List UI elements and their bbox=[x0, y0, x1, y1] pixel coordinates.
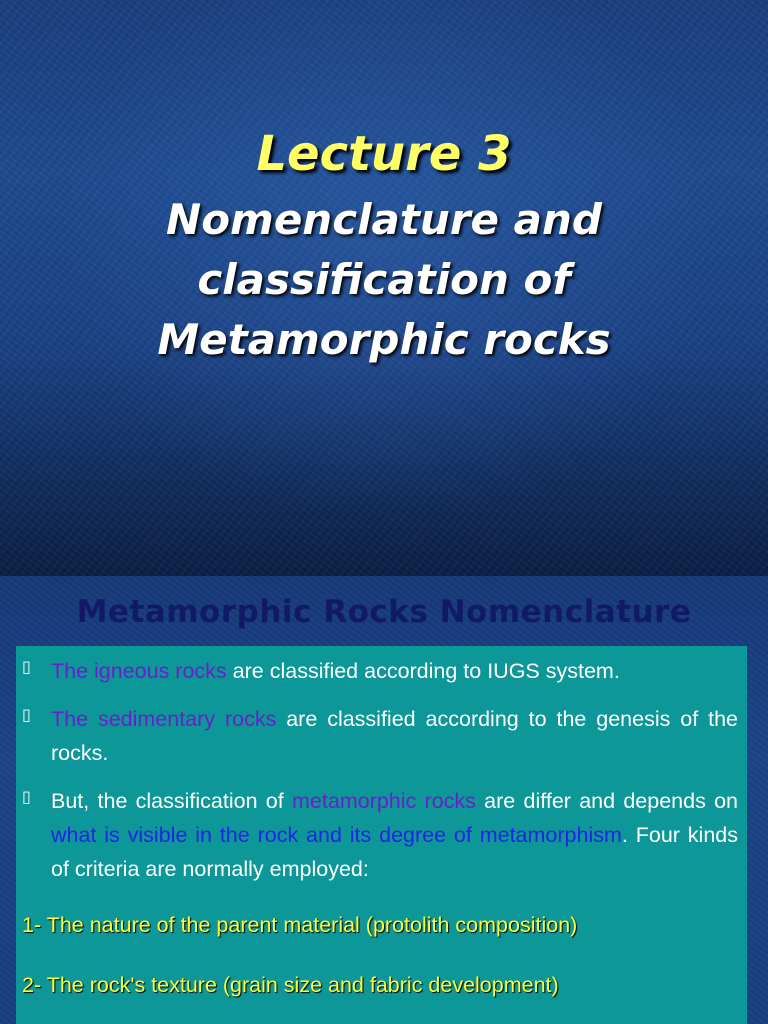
lecture-subtitle bbox=[0, 190, 768, 370]
bullet-highlight: metamorphic rocks bbox=[292, 789, 476, 813]
subtitle-line: classification of bbox=[197, 255, 571, 304]
subtitle-line: Metamorphic rocks bbox=[157, 315, 611, 364]
bullet-text: are differ and depends on bbox=[475, 789, 739, 813]
bullet-text: are classified according to IUGS system. bbox=[226, 659, 620, 683]
bullet-highlight: what is visible in the rock and its degree of metamorphism bbox=[51, 823, 622, 847]
bullet-icon: ▯ bbox=[22, 705, 31, 724]
criterion-item: 1- The nature of the parent material (protolith composition) bbox=[22, 913, 578, 937]
criterion-item: 2- The rock's texture (grain size and fabric development) bbox=[22, 973, 559, 997]
slide-heading: Metamorphic Rocks Nomenclature bbox=[76, 594, 692, 630]
bullet-icon: ▯ bbox=[22, 787, 31, 806]
bullet-highlight: The igneous rocks bbox=[51, 659, 227, 683]
bullet-highlight: The sedimentary rocks bbox=[51, 707, 277, 731]
lecture-title: Lecture 3 bbox=[256, 126, 512, 182]
subtitle-line: Nomenclature and bbox=[166, 195, 602, 244]
content-slide bbox=[0, 576, 768, 1024]
bullet-text: . Four kinds of criteria are normally employed: bbox=[51, 823, 738, 881]
bullet-item bbox=[16, 702, 747, 770]
bullet-text: But, the classification of bbox=[51, 789, 293, 813]
bullet-text: are classified according to the genesis of the rocks. bbox=[51, 707, 738, 765]
bullet-icon: ▯ bbox=[22, 657, 31, 676]
bullet-item bbox=[16, 654, 747, 688]
content-box bbox=[16, 646, 747, 1024]
bullet-item bbox=[16, 784, 747, 886]
